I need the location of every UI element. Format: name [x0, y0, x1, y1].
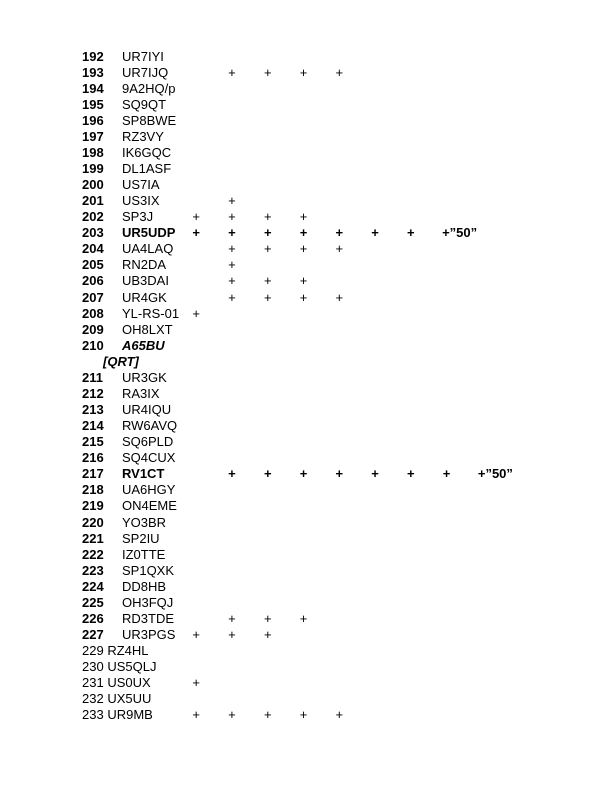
callsign: OH3FQJ	[122, 594, 174, 610]
plus-mark: +	[192, 209, 200, 225]
callsign: A65BU	[122, 337, 165, 353]
row-number: 226	[82, 610, 104, 626]
entry-row	[0, 659, 611, 675]
row-number: 203	[82, 225, 104, 241]
callsign: SQ6PLD	[122, 434, 174, 450]
row-number: 216	[82, 450, 104, 466]
plus-mark: +	[228, 209, 236, 225]
plus-mark: +	[299, 241, 308, 257]
row-number: 199	[82, 160, 104, 176]
entry-row	[0, 257, 611, 273]
entry-row	[0, 193, 611, 209]
plus-mark: +	[192, 675, 200, 691]
plus-mark: +	[192, 225, 200, 241]
entry-row	[0, 531, 611, 547]
callsign: RV1CT	[122, 466, 165, 482]
callsign: US7IA	[122, 177, 160, 193]
row-number: 198	[82, 144, 104, 160]
callsign: 9A2HQ/p	[122, 80, 176, 96]
entry-row	[0, 466, 611, 482]
plus-mark: +	[192, 627, 200, 643]
callsign: UA4LAQ	[122, 241, 174, 257]
entry-plain-text	[82, 643, 149, 659]
qrt-line	[0, 354, 611, 370]
plus-mark: +	[228, 273, 236, 289]
entry-row	[0, 498, 611, 514]
callsign: RZ4HL	[107, 643, 149, 659]
callsign: ON4EME	[122, 498, 177, 514]
row-number: 224	[82, 578, 104, 594]
plus-mark: +	[299, 225, 308, 241]
entry-plain-text	[82, 675, 151, 691]
row-number: 196	[82, 112, 104, 128]
callsign: DL1ASF	[122, 160, 172, 176]
plus-mark: +	[228, 289, 236, 305]
plus-mark: +	[335, 466, 344, 482]
entry-row	[0, 65, 611, 81]
callsign: IZ0TTE	[122, 546, 166, 562]
callsign: UB3DAI	[122, 273, 169, 289]
plus-mark: +	[335, 707, 344, 723]
entry-row	[0, 563, 611, 579]
entry-row	[0, 113, 611, 129]
plus-mark: +	[407, 225, 415, 241]
callsign: US0UX	[107, 675, 151, 691]
plus-mark: +	[299, 64, 308, 80]
plus-mark: +	[228, 610, 236, 626]
row-number: 212	[82, 385, 104, 401]
entry-row	[0, 482, 611, 498]
callsign: UR7IJQ	[122, 64, 169, 80]
callsign: SP3J	[122, 209, 154, 225]
plus-mark: +	[228, 241, 236, 257]
callsign: YO3BR	[122, 514, 167, 530]
row-number: 208	[82, 305, 104, 321]
callsign: SP8BWE	[122, 112, 177, 128]
award-note: +”50”	[477, 466, 513, 482]
entry-row	[0, 338, 611, 354]
plus-mark: +	[228, 193, 236, 209]
row-number: 207	[82, 289, 104, 305]
row-number: 233	[82, 707, 104, 723]
plus-mark: +	[263, 289, 272, 305]
entry-row	[0, 707, 611, 723]
plus-mark: +	[407, 466, 415, 482]
row-number: 193	[82, 64, 104, 80]
entry-row	[0, 418, 611, 434]
plus-mark: +	[263, 241, 272, 257]
plus-mark: +	[371, 225, 379, 241]
entry-row	[0, 370, 611, 386]
row-number: 217	[82, 466, 104, 482]
callsign: OH8LXT	[122, 321, 173, 337]
plus-mark: +	[263, 466, 272, 482]
plus-mark: +	[228, 257, 236, 273]
callsign: SQ4CUX	[122, 450, 176, 466]
entry-row	[0, 595, 611, 611]
row-number: 211	[82, 369, 103, 385]
row-number: 225	[82, 594, 104, 610]
plus-mark: +	[299, 273, 308, 289]
plus-mark: +	[299, 707, 308, 723]
entry-row	[0, 81, 611, 97]
entry-row	[0, 611, 611, 627]
plus-mark: +	[299, 466, 308, 482]
callsign: UX5UU	[107, 691, 152, 707]
entry-row	[0, 627, 611, 643]
entry-row	[0, 161, 611, 177]
plus-mark: +	[335, 289, 344, 305]
entry-row	[0, 386, 611, 402]
callsign: UR7IYI	[122, 48, 164, 64]
entry-row	[0, 691, 611, 707]
callsign: RD3TDE	[122, 610, 175, 626]
callsign: UR9MB	[107, 707, 153, 723]
row-number: 223	[82, 562, 104, 578]
entry-row	[0, 273, 611, 289]
row-number: 219	[82, 498, 104, 514]
callsign: IK6GQC	[122, 144, 172, 160]
plus-mark: +	[228, 225, 236, 241]
plus-mark: +	[263, 225, 272, 241]
plus-mark: +	[263, 209, 272, 225]
entry-row	[0, 97, 611, 113]
row-number: 221	[82, 530, 104, 546]
row-number: 206	[82, 273, 104, 289]
callsign: US3IX	[122, 193, 160, 209]
row-number: 210	[82, 337, 104, 353]
entry-row	[0, 225, 611, 241]
plus-mark: +	[442, 466, 451, 482]
row-number: 205	[82, 257, 104, 273]
entry-row	[0, 515, 611, 531]
row-number: 230	[82, 659, 104, 675]
plus-mark: +	[192, 707, 200, 723]
callsign: UR3PGS	[122, 627, 176, 643]
row-number: 213	[82, 402, 104, 418]
callsign: SP2IU	[122, 530, 160, 546]
entry-row	[0, 209, 611, 225]
entry-row	[0, 145, 611, 161]
callsign: US5QLJ	[107, 659, 157, 675]
entry-row	[0, 322, 611, 338]
callsign: RZ3VY	[122, 128, 164, 144]
callsign: RN2DA	[122, 257, 167, 273]
entry-row	[0, 579, 611, 595]
plus-mark: +	[263, 64, 272, 80]
entry-row	[0, 402, 611, 418]
entry-row	[0, 434, 611, 450]
plus-mark: +	[299, 289, 308, 305]
row-number: 214	[82, 418, 104, 434]
qrt-note: [QRT]	[103, 353, 139, 369]
entry-row	[0, 177, 611, 193]
row-number: 220	[82, 514, 104, 530]
row-number: 231	[82, 675, 104, 691]
row-number: 215	[82, 434, 104, 450]
plus-mark: +	[263, 273, 272, 289]
entry-row	[0, 129, 611, 145]
entry-row	[0, 241, 611, 257]
callsign: UR5UDP	[122, 225, 176, 241]
row-number: 202	[82, 209, 104, 225]
entry-row	[0, 547, 611, 563]
row-number: 197	[82, 128, 104, 144]
entry-plain-text	[82, 707, 153, 723]
entry-plain-text	[82, 691, 151, 707]
plus-mark: +	[335, 225, 344, 241]
plus-mark: +	[263, 627, 272, 643]
plus-mark: +	[263, 707, 272, 723]
plus-mark: +	[228, 707, 236, 723]
callsign: UA6HGY	[122, 482, 176, 498]
award-note: +”50”	[442, 225, 478, 241]
row-number: 227	[82, 627, 104, 643]
row-number: 200	[82, 177, 104, 193]
plus-mark: +	[228, 627, 236, 643]
entry-plain-text	[82, 659, 156, 675]
entry-row	[0, 675, 611, 691]
row-number: 222	[82, 546, 104, 562]
plus-mark: +	[228, 466, 236, 482]
entry-row	[0, 306, 611, 322]
callsign: SQ9QT	[122, 96, 167, 112]
plus-mark: +	[263, 610, 272, 626]
row-number: 229	[82, 643, 104, 659]
row-number: 204	[82, 241, 104, 257]
plus-mark: +	[335, 64, 344, 80]
row-number: 201	[82, 193, 104, 209]
plus-mark: +	[299, 209, 308, 225]
plus-mark: +	[299, 610, 308, 626]
row-number: 192	[82, 48, 104, 64]
plus-mark: +	[228, 64, 236, 80]
plus-mark: +	[192, 305, 200, 321]
callsign: YL-RS-01	[122, 305, 180, 321]
row-number: 209	[82, 321, 104, 337]
plus-mark: +	[371, 466, 379, 482]
row-number: 232	[82, 691, 104, 707]
row-number: 194	[82, 80, 104, 96]
callsign: SP1QXK	[122, 562, 175, 578]
entry-row	[0, 49, 611, 65]
callsign: RA3IX	[122, 385, 160, 401]
callsign: UR4IQU	[122, 402, 172, 418]
entry-row	[0, 643, 611, 659]
plus-mark: +	[335, 241, 344, 257]
callsign: UR3GK	[122, 369, 167, 385]
row-number: 218	[82, 482, 104, 498]
callsign: RW6AVQ	[122, 418, 178, 434]
entry-row	[0, 290, 611, 306]
callsign: UR4GK	[122, 289, 167, 305]
callsign: DD8HB	[122, 578, 167, 594]
row-number: 195	[82, 96, 104, 112]
entry-row	[0, 450, 611, 466]
